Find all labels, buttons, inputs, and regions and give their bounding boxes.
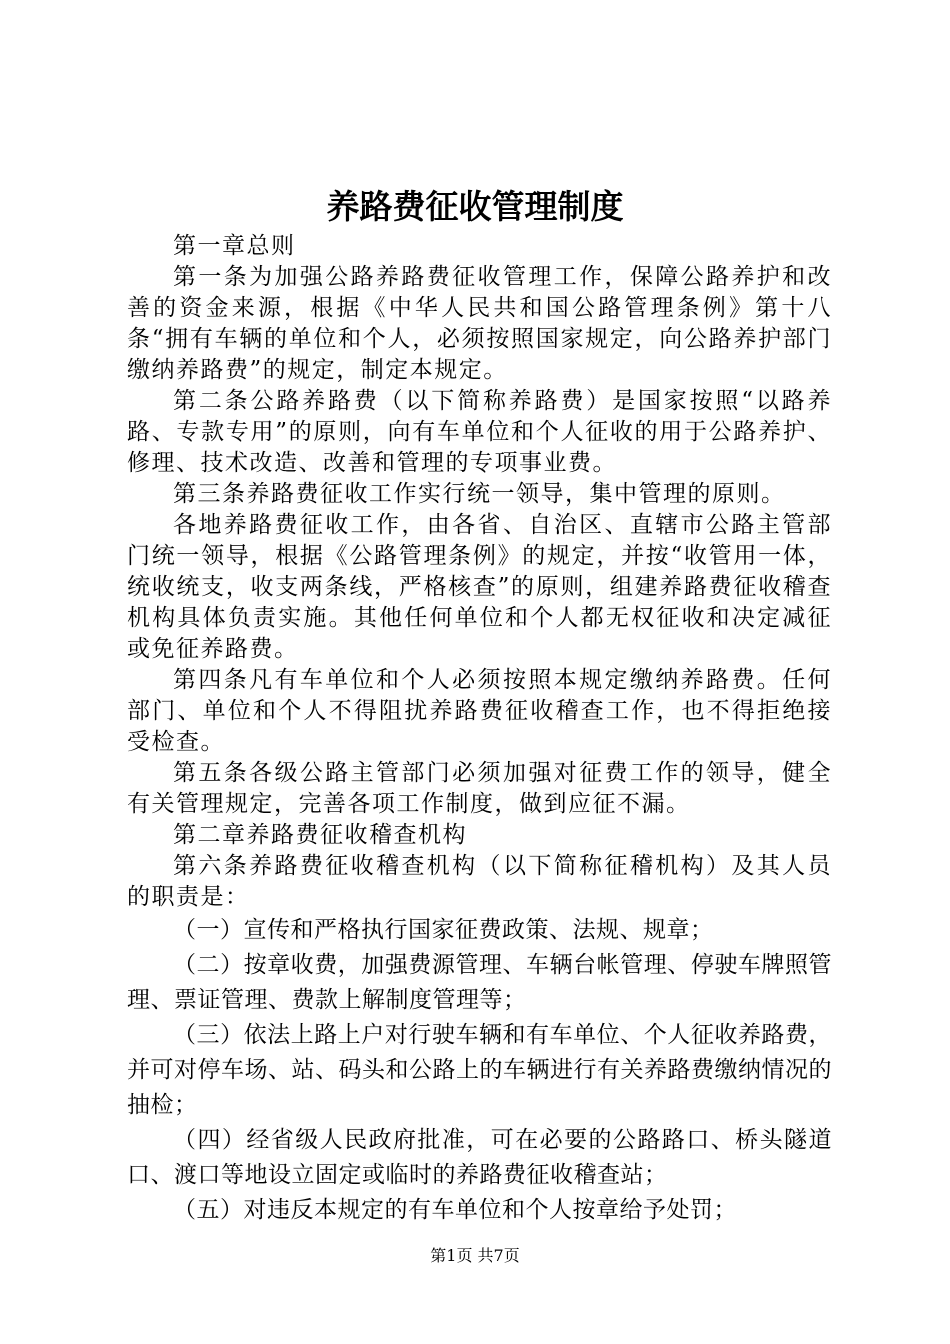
duty-item: （五）对违反本规定的有车单位和个人按章给予处罚； <box>173 1197 737 1223</box>
document-title: 养路费征收管理制度 <box>326 187 624 226</box>
document-body <box>127 231 832 1228</box>
article-paragraph: 第二条公路养路费（以下简称养路费）是国家按照“以路养路、专款专用”的原则，向有车单位和个人征收的用于公路养护、修理、技术改造、改善和管理的专项事业费。 <box>127 388 832 476</box>
chapter-heading: 第一章总则 <box>173 233 296 259</box>
duty-item: （二）按章收费，加强费源管理、车辆台帐管理、停驶车牌照管理、票证管理、费款上解制度管理等； <box>127 952 832 1013</box>
chapter-heading: 第二章养路费征收稽查机构 <box>173 822 467 848</box>
article-paragraph: 第六条养路费征收稽查机构（以下简称征稽机构）及其人员的职责是： <box>127 853 832 910</box>
article-paragraph: 第一条为加强公路养路费征收管理工作，保障公路养护和改善的资金来源，根据《中华人民共和国公路管理条例》第十八条“拥有车辆的单位和个人，必须按照国家规定，向公路养护部门缴纳养路费”的规定，制定本规定。 <box>127 264 832 383</box>
article-paragraph: 第三条养路费征收工作实行统一领导，集中管理的原则。 <box>173 481 786 507</box>
article-paragraph: 第五条各级公路主管部门必须加强对征费工作的领导，健全有关管理规定，完善各项工作制度，做到应征不漏。 <box>127 760 832 817</box>
article-paragraph: 第四条凡有车单位和个人必须按照本规定缴纳养路费。任何部门、单位和个人不得阻扰养路费征收稽查工作，也不得拒绝接受检查。 <box>127 667 832 755</box>
article-paragraph: 各地养路费征收工作，由各省、自治区、直辖市公路主管部门统一领导，根据《公路管理条例》的规定，并按“收管用一体，统收统支，收支两条线，严格核查”的原则，组建养路费征收稽查机构具体负责实施。其他任何单位和个人都无权征收和决定减征或免征养路费。 <box>127 512 832 662</box>
duty-item: （三）依法上路上户对行驶车辆和有车单位、个人征收养路费，并可对停车场、站、码头和公路上的车辆进行有关养路费缴纳情况的抽检； <box>127 1022 832 1118</box>
duty-item: （四）经省级人民政府批准，可在必要的公路路口、桥头隧道口、渡口等地设立固定或临时的养路费征收稽查站； <box>127 1127 832 1188</box>
page-footer: 第1页 共7页 <box>430 1246 520 1265</box>
duty-item: （一）宣传和严格执行国家征费政策、法规、规章； <box>173 917 714 943</box>
